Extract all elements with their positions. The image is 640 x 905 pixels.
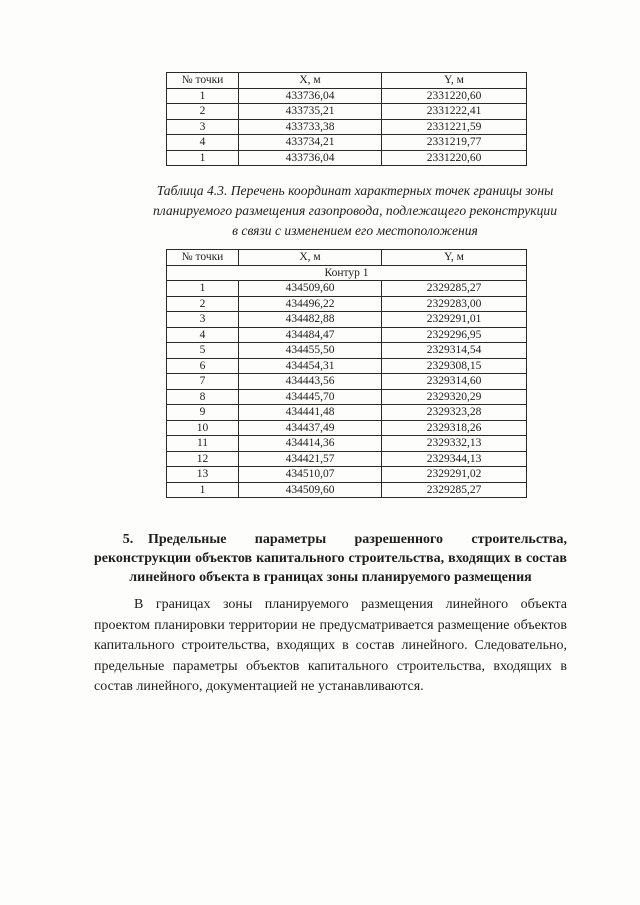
col-header-point-number: № точки [167,250,239,266]
y-coordinate-cell: 2329291,01 [382,312,527,328]
y-coordinate-cell: 2329291,02 [382,467,527,483]
point-number-cell: 2 [167,104,239,120]
y-coordinate-cell: 2329285,27 [382,281,527,297]
point-number-cell: 4 [167,135,239,151]
x-coordinate-cell: 434443,56 [239,374,382,390]
section-heading [94,530,567,587]
table-caption: Таблица 4.3. Перечень координат характерных точек границы зоны планируемого размещения газопровода, подлежащего реконструкции в связи с изменением его местоположения [152,183,558,238]
table-row [167,467,527,483]
point-number-cell: 4 [167,327,239,343]
y-coordinate-cell: 2331222,41 [382,104,527,120]
y-coordinate-cell: 2329332,13 [382,436,527,452]
body-paragraph: В границах зоны планируемого размещения линейного объекта проектом планировки территории не предусматривается размещение объектов капитального строительства, входящих в состав линейного. Следовательно, предельные параметры объектов капитального строительства, входящих в состав линейного, документацией не устанавливаются. [94,597,567,694]
y-coordinate-cell: 2329320,29 [382,389,527,405]
x-coordinate-cell: 434482,88 [239,312,382,328]
col-header-x: X, м [239,73,382,89]
point-number-cell: 11 [167,436,239,452]
y-coordinate-cell: 2329314,60 [382,374,527,390]
y-coordinate-cell: 2329296,95 [382,327,527,343]
y-coordinate-cell: 2331219,77 [382,135,527,151]
coordinates-table-1 [166,72,527,166]
point-number-cell: 3 [167,312,239,328]
table-row [167,150,527,166]
y-coordinate-cell: 2331221,59 [382,119,527,135]
x-coordinate-cell: 434445,70 [239,389,382,405]
x-coordinate-cell: 434454,31 [239,358,382,374]
table-row [167,451,527,467]
x-coordinate-cell: 433735,21 [239,104,382,120]
y-coordinate-cell: 2331220,60 [382,88,527,104]
y-coordinate-cell: 2329314,54 [382,343,527,359]
point-number-cell: 9 [167,405,239,421]
x-coordinate-cell: 434496,22 [239,296,382,312]
table-row [167,436,527,452]
table-row [167,281,527,297]
contour-row [167,265,527,281]
x-coordinate-cell: 433733,38 [239,119,382,135]
table-row [167,312,527,328]
point-number-cell: 1 [167,88,239,104]
point-number-cell: 10 [167,420,239,436]
table-row [167,119,527,135]
y-coordinate-cell: 2329308,15 [382,358,527,374]
x-coordinate-cell: 434509,60 [239,482,382,498]
y-coordinate-cell: 2329323,28 [382,405,527,421]
y-coordinate-cell: 2331220,60 [382,150,527,166]
table-row [167,358,527,374]
table-header-row [167,73,527,89]
table-row [167,482,527,498]
col-header-y: Y, м [382,73,527,89]
point-number-cell: 6 [167,358,239,374]
table-row [167,135,527,151]
point-number-cell: 1 [167,281,239,297]
point-number-cell: 8 [167,389,239,405]
x-coordinate-cell: 433734,21 [239,135,382,151]
x-coordinate-cell: 434455,50 [239,343,382,359]
contour-label: Контур 1 [167,265,527,281]
x-coordinate-cell: 434421,57 [239,451,382,467]
x-coordinate-cell: 434509,60 [239,281,382,297]
table-row [167,296,527,312]
point-number-cell: 13 [167,467,239,483]
x-coordinate-cell: 433736,04 [239,88,382,104]
table-row [167,374,527,390]
col-header-point-number: № точки [167,73,239,89]
x-coordinate-cell: 434437,49 [239,420,382,436]
section-number: 5. [122,532,134,547]
point-number-cell: 1 [167,150,239,166]
coordinates-table-2 [166,249,527,498]
y-coordinate-cell: 2329344,13 [382,451,527,467]
x-coordinate-cell: 434510,07 [239,467,382,483]
point-number-cell: 2 [167,296,239,312]
point-number-cell: 12 [167,451,239,467]
table-row [167,389,527,405]
table-row [167,343,527,359]
x-coordinate-cell: 433736,04 [239,150,382,166]
table-row [167,327,527,343]
point-number-cell: 3 [167,119,239,135]
section-title: Предельные параметры разрешенного строительства, реконструкции объектов капитального строительства, входящих в состав линейного объекта в границах зоны планируемого размещения [94,532,567,585]
col-header-y: Y, м [382,250,527,266]
table-header-row [167,250,527,266]
x-coordinate-cell: 434414,36 [239,436,382,452]
x-coordinate-cell: 434484,47 [239,327,382,343]
col-header-x: X, м [239,250,382,266]
y-coordinate-cell: 2329285,27 [382,482,527,498]
point-number-cell: 7 [167,374,239,390]
table-row [167,104,527,120]
y-coordinate-cell: 2329283,00 [382,296,527,312]
table-row [167,88,527,104]
table-row [167,405,527,421]
x-coordinate-cell: 434441,48 [239,405,382,421]
point-number-cell: 1 [167,482,239,498]
table-row [167,420,527,436]
y-coordinate-cell: 2329318,26 [382,420,527,436]
point-number-cell: 5 [167,343,239,359]
